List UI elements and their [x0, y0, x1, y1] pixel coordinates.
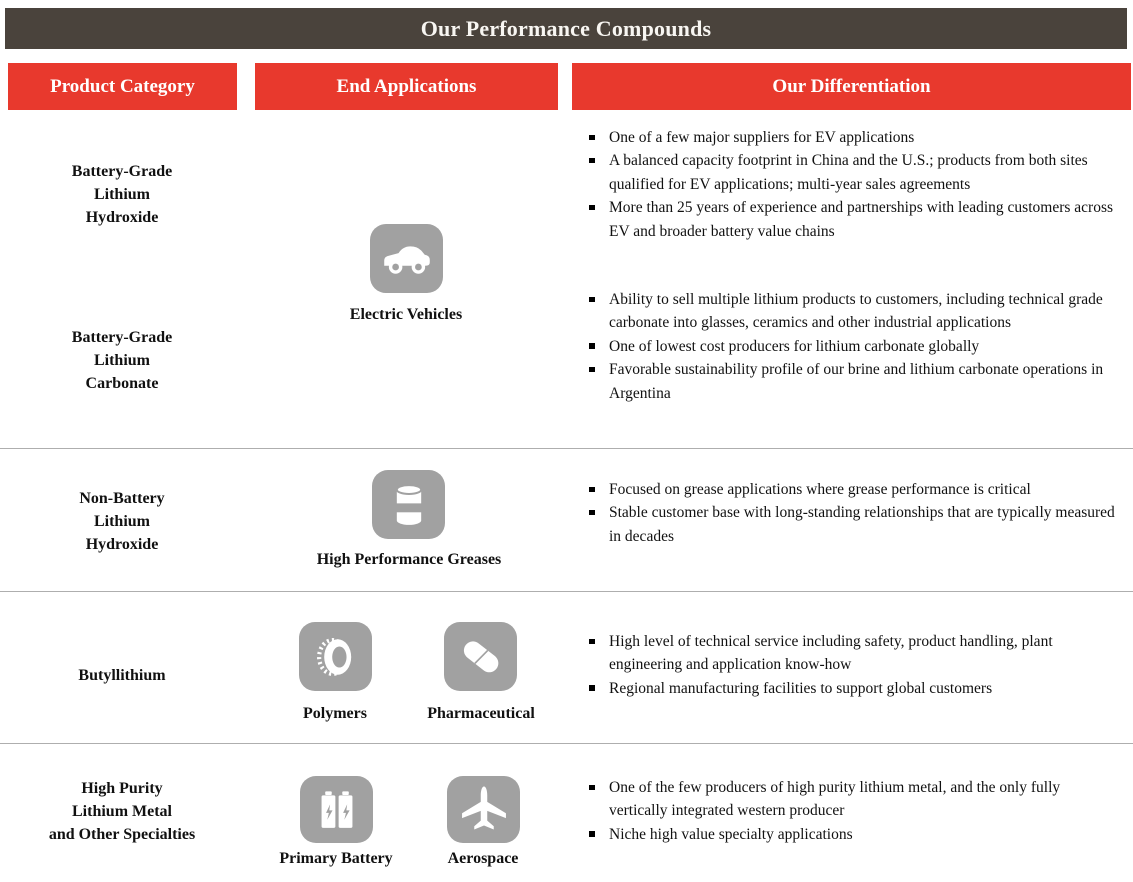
bullet-item: Regional manufacturing facilities to support global customers: [588, 677, 1120, 700]
differentiation-list-lithium-metal: [588, 776, 1120, 846]
differentiation-list-ev-carbonate: [588, 288, 1120, 405]
application-label-pharmaceutical: Pharmaceutical: [427, 705, 535, 722]
category-line: High Purity: [81, 780, 163, 797]
airplane-glyph: [458, 784, 510, 836]
application-label-aerospace: Aerospace: [447, 850, 519, 867]
tire-glyph: [309, 630, 363, 684]
bullet-item: Ability to sell multiple lithium products to customers, including technical grade carbonate into glasses, ceramics and other industrial applications: [588, 288, 1120, 335]
category-line: Hydroxide: [85, 209, 159, 226]
category-high-purity-lithium-metal: [4, 777, 240, 846]
category-line: Lithium: [93, 513, 150, 530]
electric-vehicle-icon: [370, 224, 443, 293]
battery-glyph: [311, 784, 363, 836]
category-line: Lithium Metal: [72, 803, 172, 820]
car-glyph: [380, 236, 434, 282]
category-line: Carbonate: [85, 375, 159, 392]
tire-icon: [299, 622, 372, 691]
category-battery-grade-lithium-carbonate: [4, 326, 240, 395]
application-label-high-performance-greases: High Performance Greases: [316, 551, 502, 568]
bullet-item: Favorable sustainability profile of our brine and lithium carbonate operations in Argentina: [588, 358, 1120, 405]
column-header-our-differentiation: Our Differentiation: [572, 63, 1131, 110]
category-line: Battery-Grade: [71, 163, 173, 180]
row-divider: [0, 591, 1133, 592]
bullet-item: High level of technical service including safety, product handling, plant engineering and application know-how: [588, 630, 1120, 677]
category-line: Non-Battery: [79, 490, 165, 507]
differentiation-list-butyllithium: [588, 630, 1120, 700]
bullet-item: Focused on grease applications where grease performance is critical: [588, 478, 1120, 501]
category-line: and Other Specialties: [48, 826, 196, 843]
application-label-primary-battery: Primary Battery: [279, 850, 393, 867]
page-title: Our Performance Compounds: [5, 8, 1127, 49]
bullet-item: One of the few producers of high purity lithium metal, and the only fully vertically integrated western producer: [588, 776, 1120, 823]
primary-battery-icon: [300, 776, 373, 843]
bullet-item: Niche high value specialty applications: [588, 823, 1120, 846]
row-divider: [0, 743, 1133, 744]
category-line: Lithium: [93, 186, 150, 203]
category-line: Butyllithium: [78, 667, 166, 684]
application-label-electric-vehicles: Electric Vehicles: [349, 306, 463, 323]
category-non-battery-lithium-hydroxide: [4, 487, 240, 556]
capsule-glyph: [454, 630, 508, 684]
drum-glyph: [383, 478, 435, 532]
airplane-icon: [447, 776, 520, 843]
category-line: Battery-Grade: [71, 329, 173, 346]
category-battery-grade-lithium-hydroxide: [4, 160, 240, 229]
application-label-polymers: Polymers: [303, 705, 367, 722]
category-line: Lithium: [93, 352, 150, 369]
bullet-item: One of lowest cost producers for lithium carbonate globally: [588, 335, 1120, 358]
row-divider: [0, 448, 1133, 449]
differentiation-list-ev-hydroxide: [588, 126, 1120, 243]
grease-drum-icon: [372, 470, 445, 539]
category-butyllithium: [4, 664, 240, 687]
differentiation-list-greases: [588, 478, 1120, 548]
bullet-item: A balanced capacity footprint in China and the U.S.; products from both sites qualified for EV applications; multi-year sales agreements: [588, 149, 1120, 196]
capsule-icon: [444, 622, 517, 691]
column-header-end-applications: End Applications: [255, 63, 558, 110]
column-header-product-category: Product Category: [8, 63, 237, 110]
bullet-item: More than 25 years of experience and partnerships with leading customers across EV and broader battery value chains: [588, 196, 1120, 243]
bullet-item: Stable customer base with long-standing relationships that are typically measured in decades: [588, 501, 1120, 548]
bullet-item: One of a few major suppliers for EV applications: [588, 126, 1120, 149]
category-line: Hydroxide: [85, 536, 159, 553]
